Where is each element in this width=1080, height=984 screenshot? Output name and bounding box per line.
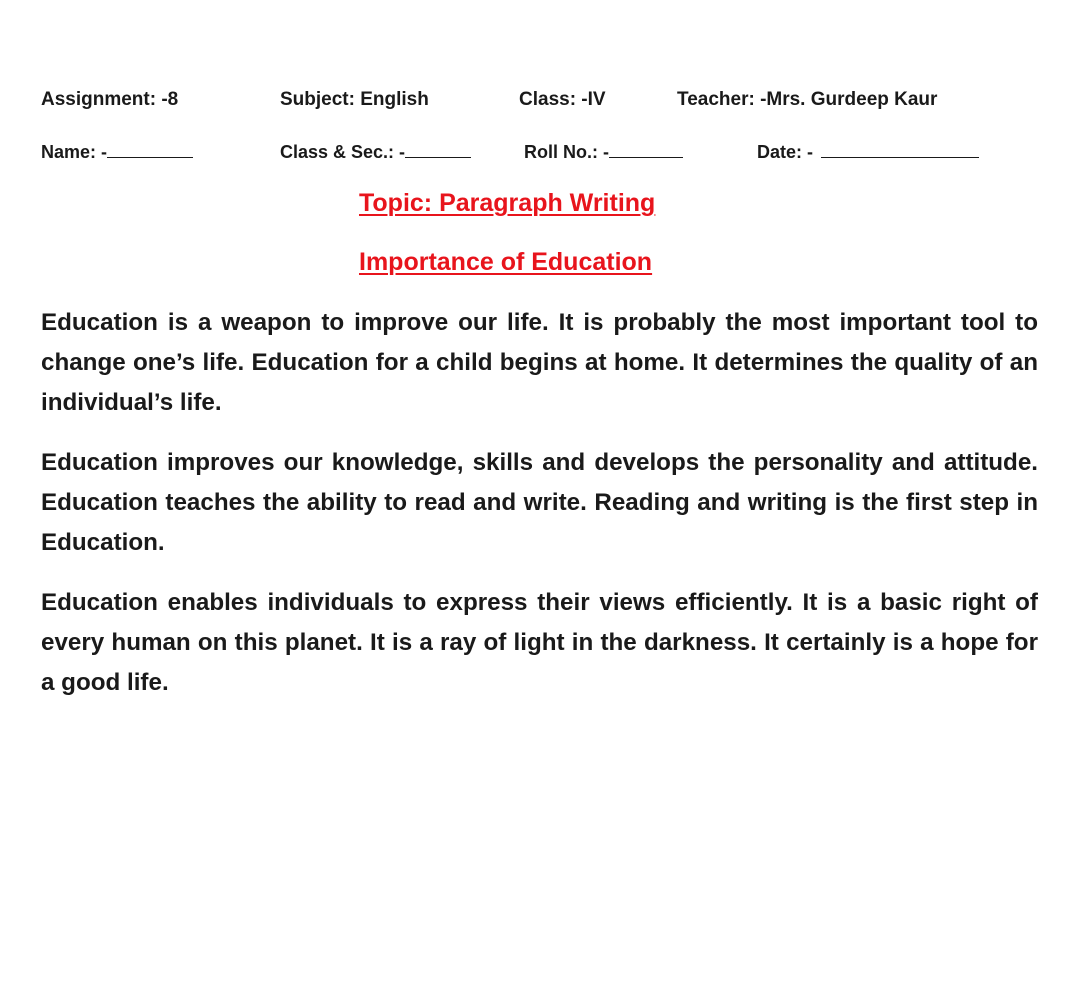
name-field (41, 139, 193, 164)
subject-label: Subject: English (280, 89, 429, 110)
class-sec-field (280, 139, 471, 164)
name-blank-line (107, 139, 193, 158)
name-label: Name: - (41, 142, 108, 162)
class-label: Class: -IV (519, 89, 606, 110)
date-field (757, 139, 979, 164)
roll-field (524, 139, 683, 164)
class-sec-blank-line (405, 139, 471, 158)
header-row-2 (0, 139, 1080, 169)
class-sec-label: Class & Sec.: - (280, 142, 406, 162)
paragraph-2: Education improves our knowledge, skills and develops the personality and attitude. Education teaches the ability to read and write. Reading and writing is the first step in Education. (41, 449, 1038, 556)
paragraph-3: Education enables individuals to express their views efficiently. It is a basic right of every human on this planet. It is a ray of light in the darkness. It certainly is a hope for a good life. (41, 589, 1038, 696)
assignment-label: Assignment: -8 (41, 89, 179, 110)
roll-label: Roll No.: - (524, 142, 609, 162)
date-label: Date: - (757, 142, 814, 162)
paragraph-1: Education is a weapon to improve our life. It is probably the most important tool to change one’s life. Education for a child begins at home. It determines the quality of an individual’s life. (41, 309, 1038, 416)
header-row-1 (0, 88, 1080, 118)
date-blank-line (821, 139, 979, 158)
essay-title: Importance of Education (359, 248, 653, 276)
teacher-label: Teacher: -Mrs. Gurdeep Kaur (677, 89, 938, 110)
topic-heading: Topic: Paragraph Writing (359, 189, 656, 217)
roll-blank-line (609, 139, 683, 158)
